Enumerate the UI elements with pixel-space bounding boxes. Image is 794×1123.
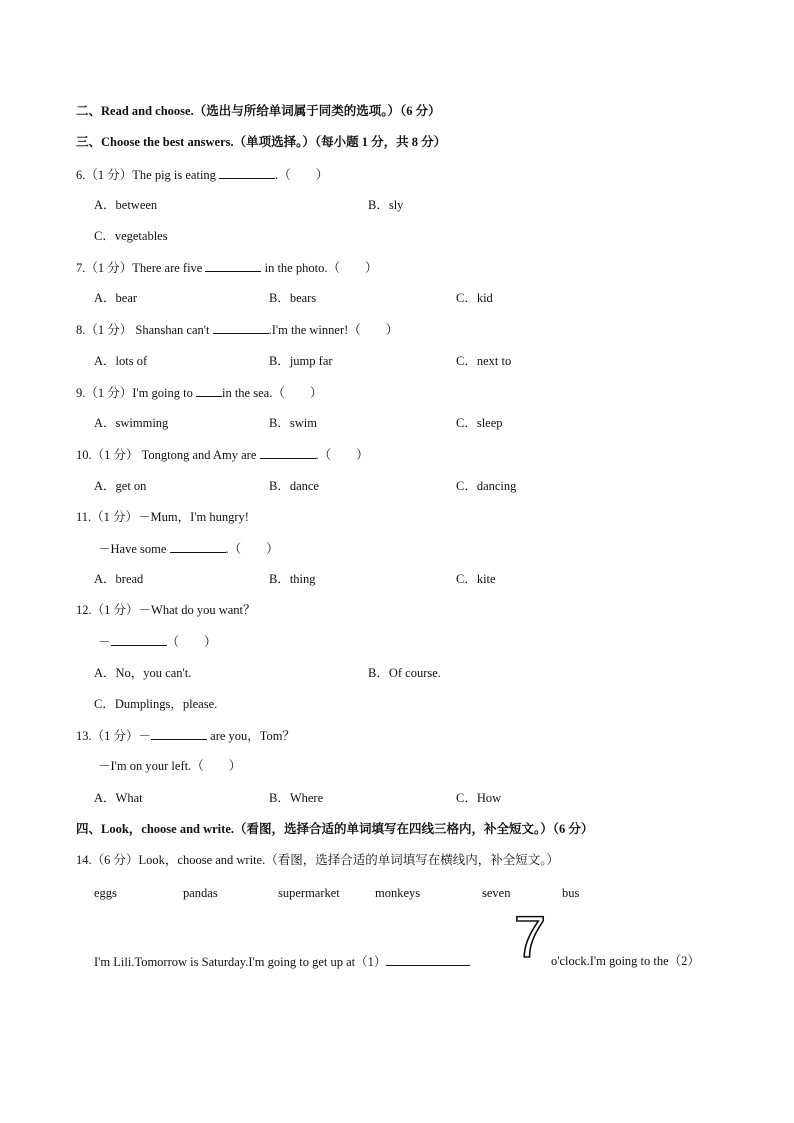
- word-bank-item: supermarket: [278, 886, 340, 900]
- option-a: A．swimming: [94, 416, 169, 430]
- passage-line-end: o'clock.I'm going to the（2）: [551, 954, 700, 968]
- option-b: B．dance: [269, 479, 319, 493]
- answer-blank[interactable]: [213, 321, 269, 334]
- answer-blank[interactable]: [260, 446, 316, 459]
- question-text: －Mum，I'm hungry!: [138, 510, 249, 524]
- reply-text-end: .（ ）: [225, 542, 279, 556]
- option-c: C．kite: [456, 572, 496, 586]
- word-bank-item: seven: [482, 886, 511, 900]
- question-text-end: are you，Tom？: [207, 729, 296, 743]
- question-10: [76, 446, 369, 463]
- question-text-end: in the photo.（ ）: [261, 261, 378, 275]
- option-a: A．between: [94, 198, 158, 212]
- option-a: A．get on: [94, 479, 147, 493]
- question-number: 14.（6 分）: [76, 853, 139, 867]
- question-text-end: in the sea.（ ）: [221, 386, 323, 400]
- question-number: 8.（1 分）: [76, 323, 133, 337]
- reply-text-end: （ ）: [166, 635, 217, 649]
- question-number: 10.（1 分）: [76, 448, 139, 462]
- question-13: [76, 727, 295, 744]
- clock-seven-picture: [508, 910, 552, 962]
- option-c: C．next to: [456, 354, 512, 368]
- question-text-end: .（ ）: [315, 448, 369, 462]
- question-number: 11.（1 分）: [76, 510, 139, 524]
- question-12-reply: [98, 633, 217, 650]
- word-bank-item: pandas: [183, 886, 218, 900]
- question-number: 12.（1 分）: [76, 603, 139, 617]
- word-bank-item: monkeys: [375, 886, 421, 900]
- option-b: B．jump far: [269, 354, 333, 368]
- option-c: C．sleep: [456, 416, 503, 430]
- answer-blank[interactable]: [170, 540, 226, 553]
- reply-text: －: [98, 635, 111, 649]
- answer-blank[interactable]: [151, 727, 207, 740]
- option-c: C．kid: [456, 291, 493, 305]
- option-a: A．What: [94, 791, 143, 805]
- option-b: B．swim: [269, 416, 317, 430]
- question-text: Tongtong and Amy are: [138, 448, 260, 462]
- answer-blank[interactable]: [111, 633, 167, 646]
- option-c: C．vegetables: [94, 229, 168, 243]
- question-text: There are five: [132, 261, 206, 275]
- option-b: B．Of course.: [368, 666, 441, 680]
- question-text: The pig is eating: [132, 168, 220, 182]
- section-four-heading: 四、Look，choose and write.（看图，选择合适的单词填写在四线三格内，补全短文。）（6 分）: [76, 822, 594, 836]
- question-number: 9.（1 分）: [76, 386, 133, 400]
- option-b: B．sly: [368, 198, 404, 212]
- question-7: [76, 259, 377, 276]
- question-6: [76, 166, 328, 183]
- section-two-heading: 二、Read and choose.（选出与所给单词属于同类的选项。）（6 分）: [76, 104, 441, 118]
- question-12: [76, 602, 256, 618]
- answer-blank[interactable]: [219, 166, 275, 179]
- option-c: C．How: [456, 791, 502, 805]
- answer-blank-1[interactable]: [386, 953, 470, 966]
- question-text: Look，choose and write.（看图，选择合适的单词填写在横线内，补全短文。）: [138, 853, 559, 867]
- option-a: A．No，you can't.: [94, 666, 192, 680]
- question-text-end: .I'm the winner!（ ）: [268, 323, 399, 337]
- reply-text: －Have some: [98, 542, 170, 556]
- question-text: －What do you want？: [138, 603, 256, 617]
- answer-blank[interactable]: [205, 259, 261, 272]
- picture-digit: 7: [513, 910, 547, 962]
- word-bank-item: bus: [562, 886, 580, 900]
- option-b: B．bears: [269, 291, 317, 305]
- passage-text: I'm Lili.Tomorrow is Saturday.I'm going to get up at（1）: [94, 955, 387, 969]
- answer-blank[interactable]: [196, 384, 222, 397]
- option-c: C．Dumplings，please.: [94, 697, 218, 711]
- section-three-heading: 三、Choose the best answers.（单项选择。）（每小题 1 分，共 8 分）: [76, 135, 447, 149]
- passage-line: [94, 953, 470, 970]
- option-a: A．lots of: [94, 354, 148, 368]
- question-11-reply: [98, 540, 279, 557]
- question-text: Shanshan can't: [132, 323, 213, 337]
- question-11: [76, 509, 249, 525]
- question-9: [76, 384, 322, 401]
- option-c: C．dancing: [456, 479, 517, 493]
- question-text-end: .（ ）: [275, 168, 329, 182]
- option-b: B．Where: [269, 791, 324, 805]
- question-8: [76, 321, 398, 338]
- question-text: －: [138, 729, 152, 743]
- question-number: 7.（1 分）: [76, 261, 133, 275]
- word-bank-item: eggs: [94, 886, 117, 900]
- question-number: 6.（1 分）: [76, 168, 133, 182]
- question-number: 13.（1 分）: [76, 729, 139, 743]
- question-text: I'm going to: [132, 386, 196, 400]
- question-13-reply: －I'm on your left.（ ）: [98, 759, 242, 773]
- option-a: A．bread: [94, 572, 144, 586]
- option-a: A．bear: [94, 291, 138, 305]
- option-b: B．thing: [269, 572, 316, 586]
- question-14: [76, 852, 559, 868]
